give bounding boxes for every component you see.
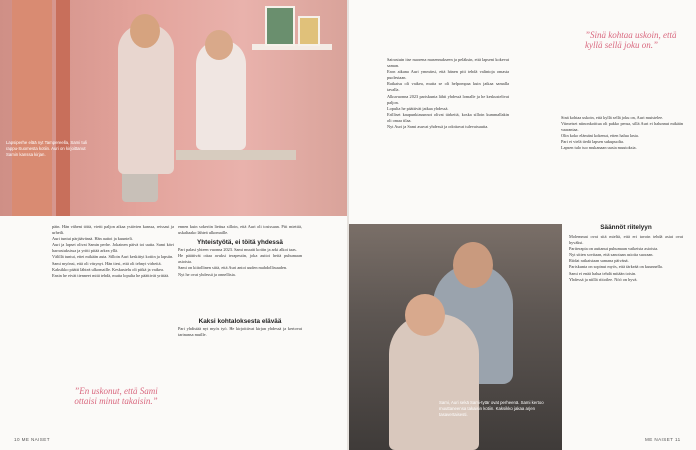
- page-folio: ME NAISET 11: [645, 437, 681, 442]
- paragraph: Nyt he ovat yhdessä ja onnellisia.: [178, 271, 236, 277]
- photo-person-head: [453, 242, 493, 288]
- couple-kitchen-photo: [0, 0, 347, 216]
- couple-sofa-photo: [349, 224, 562, 450]
- paragraph: Lapsen tulo tuo mukanaan uusia muutoksia.: [561, 145, 637, 151]
- paragraph: päin. Hän väheni töitä, vietti paljon aikaa ystävien kanssa, reissasi ja urheili.: [52, 224, 174, 236]
- pull-quote: ”En uskonut, että Sami ottaisi minut takaisin.”: [74, 386, 158, 406]
- left-page: [0, 0, 347, 450]
- photo-door-frame: [56, 0, 70, 216]
- paragraph: Pariterapia on auttanut puhumaan vaikeista asioista.: [569, 246, 659, 252]
- paragraph: Pari yhdistää nyt myös työ. He kirjoittivat kirjan yhdessä ja kertovat tarinansa muille.: [178, 325, 302, 337]
- paragraph: Sami on kiitollinen siitä, että Auri antoi uuden mahdollisuuden.: [178, 265, 288, 271]
- paragraph: Välillä tuntui, ettei mikään auta. Silloin Auri keskittyi kotiin ja lapsiin.: [52, 254, 174, 260]
- paragraph: Ratkaisu oli vaikea, mutta se oli helpompaa kuin jatkaa samalla tavalla.: [387, 81, 509, 93]
- paragraph: Riidat ratkaistaan samana päivänä.: [569, 258, 629, 264]
- paragraph: Sairastuin itse nuorena masennukseen ja peläksin, että lapseni kokevat saman.: [387, 57, 509, 69]
- section-heading: Säännöt riitelyyn: [600, 224, 652, 231]
- paragraph: ennen kuin sokeriin liettua silloin, että Auri oli tosissaan. Piti miettiä, uskaltaako lähteä ulkomaille.: [178, 224, 302, 236]
- paragraph: Sami myönsi, että oli väsynyt. Hän tiesi, että oli tehnyt virheitä.: [52, 260, 162, 266]
- paragraph: Erilliset kaupunkiasunnot olivat tärkeitä, koska silloin kummallakin oli omaa tilaa.: [387, 111, 509, 123]
- paragraph: Eron aikana Auri ymmärsi, että hänen piti tehdä valintoja omasta puolestaan.: [387, 69, 509, 81]
- paragraph: Viimeiset niinonkoittua oli pakko perua, sillä Auri ei halunnut mikään vaarantaa.: [561, 121, 683, 133]
- paragraph: Olin koko elämäni kokenut, etten halua lasta.: [561, 133, 639, 139]
- paragraph: Ensin he eivät tienneet mitä tehdä, mutta lopulta he päättivät yrittää.: [52, 272, 170, 278]
- section-heading: Yhteistyötä, ei töitä yhdessä: [197, 239, 283, 247]
- paragraph: Sami ei enää halua tehdä mitään toisin.: [569, 270, 637, 276]
- article-column: [178, 224, 302, 439]
- paragraph: Lopulta he päättivät jatkaa yhdessä.: [387, 105, 449, 111]
- photo-person-head: [130, 14, 160, 48]
- photo-wall-picture: [265, 6, 295, 46]
- photo-door: [12, 0, 52, 216]
- paragraph: He päättivät ottaa avuksi terapeutin, joka auttoi heitä puhumaan asioista.: [178, 253, 302, 265]
- right-page: [349, 0, 696, 450]
- paragraph: Pari palasi yhteen vuonna 2023. Sami muutti kotiin ja arki alkoi taas.: [178, 247, 297, 253]
- photo-table: [176, 150, 296, 160]
- paragraph: Auri tuntui pärjäävänsä. Hän auttoi ja kuunteli.: [52, 236, 133, 242]
- paragraph: Alkuvuonna 2023 pariskunta lähti yhdessä lomalle ja he keskustelivat paljon.: [387, 93, 509, 105]
- paragraph: Kaksikko päätti lähteä ulkomaille. Keskustelu oli pitkä ja vaikea.: [52, 266, 164, 272]
- paragraph: Sinä kohtaa uskoin, että kyllä sellä joku on, Auri muistelee.: [561, 115, 664, 120]
- photo-person: [389, 314, 479, 450]
- photo-person-head: [405, 294, 445, 336]
- paragraph: Nyt sitten sovitaan, että sanotaan asioita suoraan.: [569, 252, 654, 258]
- article-column: [569, 224, 683, 436]
- photo-person-head: [205, 30, 233, 60]
- paragraph: Nyt Auri ja Sami asuvat yhdessä ja odottavat tulevaisuutta.: [387, 124, 489, 130]
- pull-quote: ”Sinä kohtaa uskoin, että kyllä sellä joku on.”: [585, 30, 677, 50]
- page-folio: 10 ME NAISET: [14, 437, 50, 442]
- paragraph: Yhdessä ja niillä riitoilee. Nöö on hyvä.: [569, 276, 638, 282]
- paragraph: Auri ja lapset olivat Samin perhe. Jokainen päivä toi uutta. Sami kävi harrastuksissa ja yritti pitää arkea yllä.: [52, 242, 174, 254]
- photo-caption: Lapsiperhe elää nyt Tampereella, Sami tuli rappu-Suomesta kotiin. Auri on kirjoittanut Samin kanssa kirjan.: [6, 140, 87, 157]
- article-column: [387, 57, 509, 207]
- paragraph: Pari ei vielä tiedä lapsen sukupuolta.: [561, 139, 625, 145]
- photo-caption: Sami, Auri sekä Sami-tytär ovat perheenä. Sami kertoo muuttaneensa takaisin kotiin. Kaksikko jakaa arjen tasavertaisesti.: [439, 400, 544, 417]
- section-heading: Kaksi kohtaloksesta elävää: [198, 317, 282, 325]
- article-column: [561, 115, 683, 215]
- paragraph: Pariskunta on sopinut myös, että tärkeää on kuunnella.: [569, 264, 663, 270]
- photo-wall-picture: [298, 16, 320, 46]
- paragraph: Molemmat ovat sitä mieltä, että eri tavoin tehdä asiat ovat hyväksi.: [569, 234, 683, 246]
